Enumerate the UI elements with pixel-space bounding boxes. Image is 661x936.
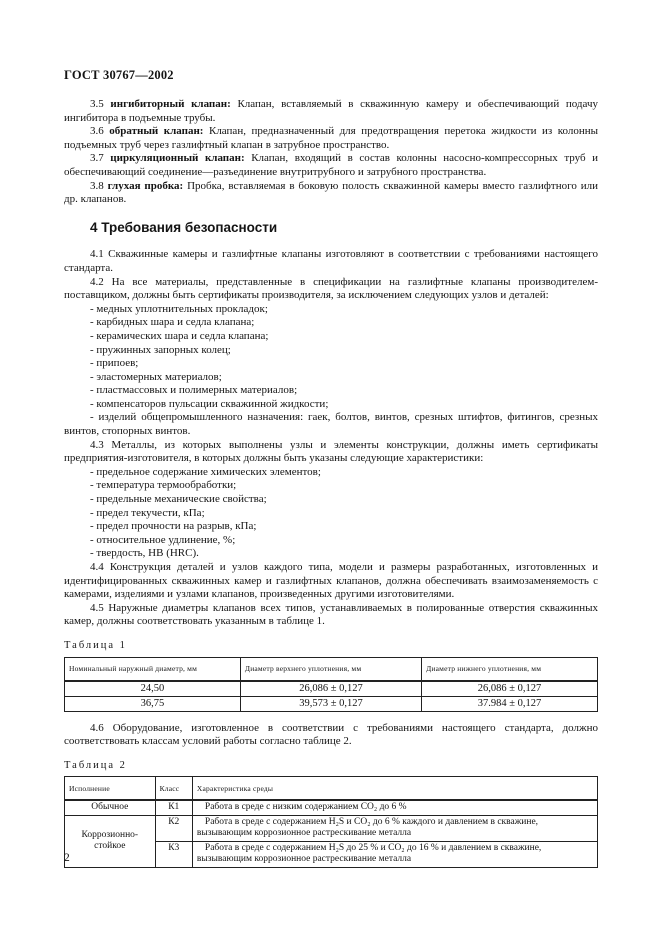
definition-text: Клапан, вставляемый в скважинную камеру и обеспечивающий подачу ингибитора в подъемные трубы. xyxy=(64,98,599,124)
table-cell: К2 xyxy=(155,815,192,841)
list-4-2 xyxy=(64,303,598,439)
list-item: - предел текучести, кПа; xyxy=(90,506,205,519)
list-item: - эластомерных материалов; xyxy=(90,370,222,383)
clause-4-2: 4.2 На все материалы, представленные в спецификации на газлифтные клапаны производителем-поставщиком, должны быть сертификаты производителя, за исключением следующих узлов и деталей: xyxy=(64,275,598,302)
list-item: - твердость, HB (HRC). xyxy=(90,547,199,560)
term: ингибиторный клапан: xyxy=(110,98,231,110)
table-cell: 24,50 xyxy=(65,681,241,697)
table-cell: Работа в среде с низким содержанием CO₂ до 6 % xyxy=(192,800,597,815)
table-cell: Коррозионно-стойкое xyxy=(65,815,156,867)
table-cell: Работа в среде с содержанием H₂S до 25 % и CO₂ до 16 % и давлением в скважине, вызывающим коррозионное растрескивание металла xyxy=(192,841,597,867)
term: обратный клапан: xyxy=(109,125,204,138)
definition-text: Пробка, вставляемая в боковую полость скважинной камеры вместо газлифтного или др. клапанов. xyxy=(64,179,598,206)
column-header: Диаметр верхнего уплотнения, мм xyxy=(240,657,421,681)
list-item: - карбидных шара и седла клапана; xyxy=(90,316,255,329)
clause-number: 3.6 xyxy=(90,125,104,138)
document-header: ГОСТ 30767—2002 xyxy=(64,68,174,82)
table-cell: К1 xyxy=(155,800,192,815)
section-heading: 4 Требования безопасности xyxy=(90,219,278,235)
list-item: - компенсаторов пульсации скважинной жидкости; xyxy=(90,397,329,410)
column-header: Номинальный наружный диаметр, мм xyxy=(65,657,241,681)
list-item: - пружинных запорных колец; xyxy=(90,343,231,356)
column-header: Исполнение xyxy=(65,777,156,801)
clause-number: 3.7 xyxy=(90,152,104,165)
definition-3-7 xyxy=(64,152,598,179)
definition-text: Клапан, входящий в состав колонны насосно-компрессорных труб и обеспечивающий соединение—разъединение внутритрубного и затрубного пространства. xyxy=(64,152,598,178)
term: циркуляционный клапан: xyxy=(110,152,245,165)
table-2 xyxy=(64,776,598,868)
list-item: - температура термообработки; xyxy=(90,479,237,492)
table-row xyxy=(65,815,598,841)
table-row xyxy=(65,681,598,697)
list-item: - медных уплотнительных прокладок; xyxy=(90,302,268,315)
table-cell: К3 xyxy=(155,841,192,867)
column-header: Характеристика среды xyxy=(192,777,597,801)
table-caption: Таблица 1 xyxy=(64,639,127,651)
list-item: - пластмассовых и полимерных материалов; xyxy=(90,384,298,397)
clause-4-6: 4.6 Оборудование, изготовленное в соответствии с требованиями настоящего стандарта, должно соответствовать классам условий работы согласно таблице 2. xyxy=(64,721,598,748)
definition-3-8 xyxy=(64,180,598,207)
table-row xyxy=(65,696,598,711)
clause-4-4: 4.4 Конструкция деталей и узлов каждого типа, модели и размеры разработанных, изготовленных и идентифицированных скважинных камер и газлифтных клапанов, должна обеспечивать взаимозаменяемость с камерами, изделиями и узлами клапанов, произведенных другими изготовителями. xyxy=(64,561,598,601)
table-cell: 37.984 ± 0,127 xyxy=(422,696,598,711)
list-item: - предел прочности на разрыв, кПа; xyxy=(90,520,257,533)
table-header-row xyxy=(65,657,598,681)
list-4-3 xyxy=(64,466,598,561)
table-cell: 26,086 ± 0,127 xyxy=(422,681,598,697)
page-number: 2 xyxy=(64,852,70,864)
list-item: - предельное содержание химических элементов; xyxy=(90,465,321,478)
column-header: Класс xyxy=(155,777,192,801)
clause-4-3: 4.3 Металлы, из которых выполнены узлы и элементы конструкции, должны иметь сертификаты предприятия-изготовителя, в которых должны быть указаны следующие характеристики: xyxy=(64,438,598,465)
column-header: Диаметр нижнего уплотнения, мм xyxy=(422,657,598,681)
table-cell: 36,75 xyxy=(65,696,241,711)
table-header-row xyxy=(65,777,598,801)
clause-4-5: 4.5 Наружные диаметры клапанов всех типов, устанавливаемых в полированные отверстия скважинных камер, должны соответствовать указанным в таблице 1. xyxy=(64,601,598,628)
table-cell: Обычное xyxy=(65,800,156,815)
term: глухая пробка: xyxy=(107,179,184,192)
list-item: - изделий общепромышленного назначения: гаек, болтов, винтов, срезных штифтов, фитингов, срезных винтов, стопорных винтов. xyxy=(64,411,598,438)
table-cell: Работа в среде с содержанием H₂S и CO₂ до 6 % каждого и давлением в скважине, вызывающим коррозионное растрескивание металла xyxy=(192,815,597,841)
list-item: - предельные механические свойства; xyxy=(90,493,267,506)
definition-3-5 xyxy=(64,98,598,125)
table-row xyxy=(65,800,598,815)
definition-text: Клапан, предназначенный для предотвращения перетока жидкости из колонны подъемных труб через газлифтный клапан в затрубное пространство. xyxy=(64,125,599,151)
table-1 xyxy=(64,657,598,712)
list-item: - относительное удлинение, %; xyxy=(90,533,236,546)
clause-number: 3.8 xyxy=(90,179,104,192)
table-cell: 39,573 ± 0,127 xyxy=(240,696,421,711)
table-caption: Таблица 2 xyxy=(64,759,127,771)
clause-4-1: 4.1 Скважинные камеры и газлифтные клапаны изготовляют в соответствии с требованиями настоящего стандарта. xyxy=(64,248,598,274)
list-item: - припоев; xyxy=(90,357,139,370)
clause-number: 3.5 xyxy=(90,98,104,110)
page-content xyxy=(64,98,598,868)
list-item: - керамических шара и седла клапана; xyxy=(90,329,269,342)
table-cell: 26,086 ± 0,127 xyxy=(240,681,421,697)
definition-3-6 xyxy=(64,125,598,152)
